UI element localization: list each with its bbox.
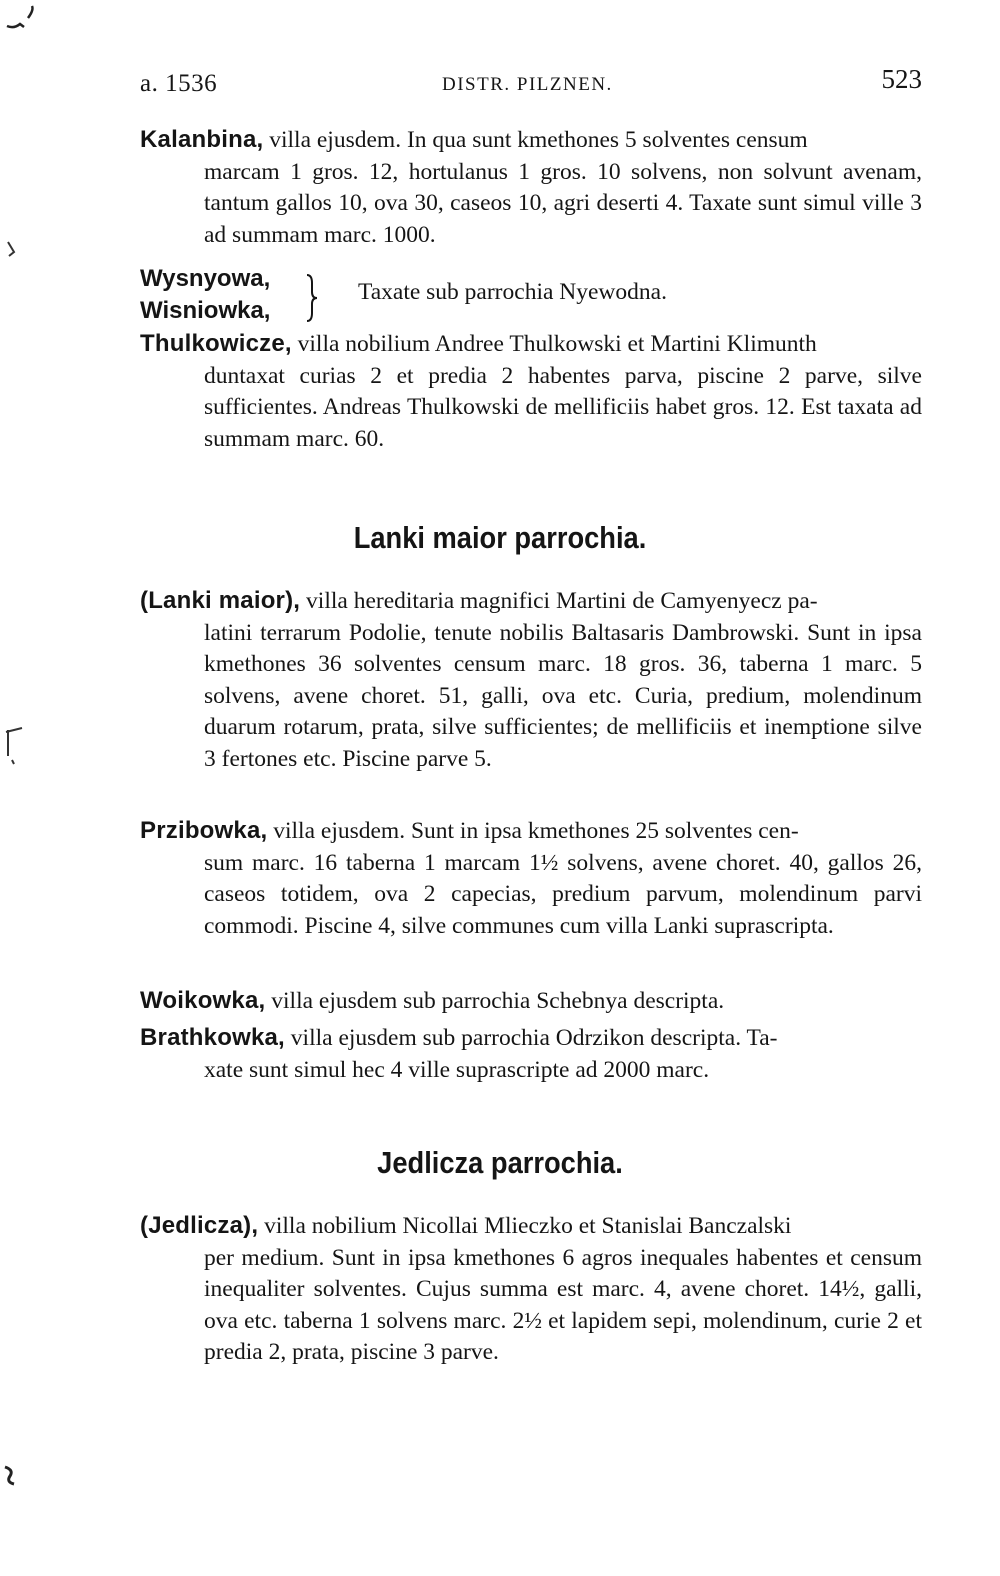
margin-speck: [2, 726, 26, 766]
brace-text: Taxate sub parrochia Nyewodna.: [358, 279, 667, 305]
entry-heading: Thulkowicze,: [140, 330, 292, 357]
entry-first-text: villa nobilium Andree Thulkowski et Martini Klimunth: [291, 331, 817, 357]
brace-name-1: Wysnyowa,: [140, 265, 271, 292]
entry-first-text: villa ejusdem. Sunt in ipsa kmethones 25 solventes cen-: [267, 818, 799, 844]
entry-text: sum marc. 16 taberna 1 marcam 1½ solvens, avene choret. 40, gallos 26, caseos totidem, ova 2 capecias, predium parvum, molendinum parvi commodi. Piscine 4, silve communes cum villa Lanki suprascripta.: [204, 849, 922, 939]
entry-first-line: [140, 328, 922, 361]
entry-text: latini terrarum Podolie, tenute nobilis Baltasaris Dambrowski. Sunt in ipsa kmethones 36 solventes censum marc. 18 gros. 36, taberna 1 marc. 5 solvens, avene choret. 51, galli, ova etc. Curia, predium, molendinum duarum rotarum, prata, silve sufficientes; de mellificiis et inemptione silve 3 fertones etc. Piscine parve 5.: [204, 619, 922, 772]
entry-first-text: villa ejusdem. In qua sunt kmethones 5 solventes censum: [263, 127, 808, 153]
entry-first-text: villa hereditaria magnifici Martini de Camyenyecz pa-: [300, 588, 818, 614]
entry-thulkowicze: [140, 328, 922, 455]
section-title-lanki: Lanki maior parrochia.: [353, 520, 647, 555]
entry-first-line: [140, 815, 922, 848]
entry-first-line: [140, 985, 922, 1018]
margin-speck: [4, 2, 38, 32]
margin-speck: [6, 240, 18, 260]
entry-text: per medium. Sunt in ipsa kmethones 6 agros inequales habentes et censum inequaliter solventes. Cujus summa est marc. 4, avene choret. 14½, galli, ova etc. taberna 1 solvens marc. 2½ et lapidem sepi, molendinum, curie 2 et predia 2, prata, piscine 3 parve.: [204, 1244, 922, 1365]
entry-woikowka: [140, 985, 922, 1018]
entry-heading: Kalanbina,: [140, 126, 264, 153]
entry-kalanbina: [140, 124, 922, 251]
entry-heading: (Jedlicza),: [140, 1212, 259, 1239]
entry-first-text: villa ejusdem sub parrochia Schebnya descripta.: [265, 988, 725, 1014]
entry-heading: Woikowka,: [140, 987, 266, 1014]
entry-heading: Brathkowka,: [140, 1024, 285, 1051]
brace-group: [140, 265, 922, 327]
entry-text: marcam 1 gros. 12, hortulanus 1 gros. 10 solvens, non solvunt avenam, tantum gallos 10, ova 30, caseos 10, agri deserti 4. Taxate sunt simul ville 3 ad summam marc. 1000.: [204, 158, 922, 248]
entry-text: xate sunt simul hec 4 ville suprascripte ad 2000 marc.: [204, 1056, 710, 1083]
district-title: DISTR. PILZNEN.: [442, 74, 613, 95]
running-head: [140, 64, 922, 98]
section-title-jedlicza: Jedlicza parrochia.: [377, 1145, 623, 1180]
entry-przibowka: [140, 815, 922, 942]
margin-speck: [2, 1464, 18, 1488]
page-year: a. 1536: [140, 70, 218, 97]
entry-first-line: [140, 1022, 922, 1055]
entry-text: duntaxat curias 2 et predia 2 habentes parva, piscine 2 parve, silve sufficientes. Andreas Thulkowski de mellificiis habet gros. 12. Est taxata ad summam marc. 60.: [204, 362, 922, 452]
page-number: 523: [881, 64, 922, 94]
entry-first-line: [140, 124, 922, 157]
entry-first-line: [140, 1210, 922, 1243]
curly-brace-icon: [304, 273, 320, 323]
brace-name-2: Wisniowka,: [140, 297, 271, 324]
entry-lanki-maior: [140, 585, 922, 775]
entry-first-line: [140, 585, 922, 618]
entry-heading: (Lanki maior),: [140, 587, 301, 614]
entry-first-text: villa ejusdem sub parrochia Odrzikon descripta. Ta-: [284, 1025, 778, 1051]
entry-heading: Przibowka,: [140, 817, 268, 844]
entry-first-text: villa nobilium Nicollai Mlieczko et Stanislai Banczalski: [258, 1213, 792, 1239]
entry-brathkowka: [140, 1022, 922, 1086]
entry-jedlicza: [140, 1210, 922, 1369]
